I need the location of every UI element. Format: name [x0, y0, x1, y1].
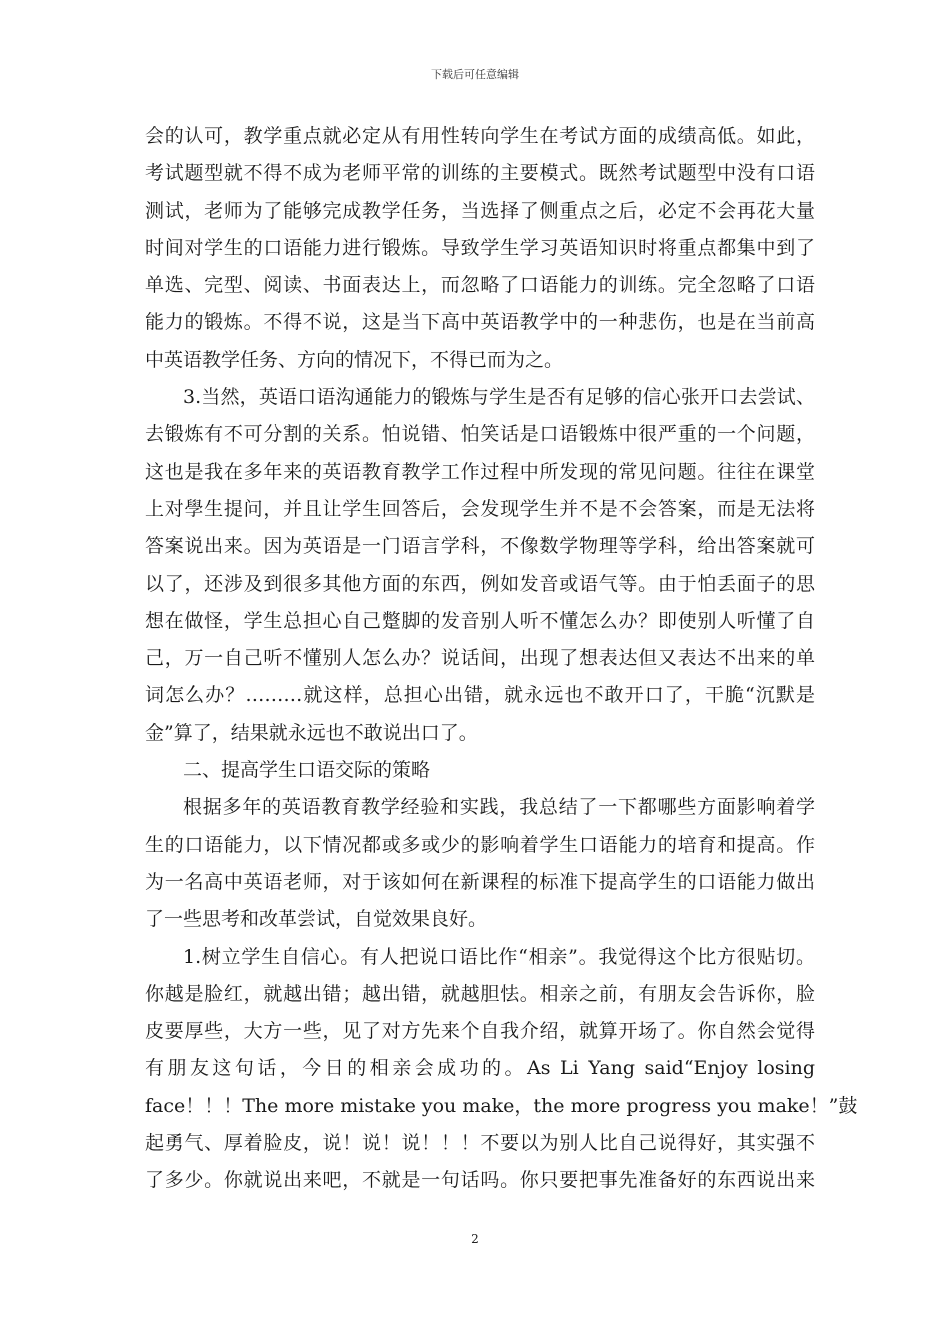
text-line: 生的口语能力，以下情况都或多或少的影响着学生口语能力的培育和提高。作	[145, 833, 815, 856]
text-line: 单选、完型、阅读、书面表达上，而忽略了口语能力的训练。完全忽略了口语	[145, 274, 815, 297]
text-line: 为一名高中英语老师，对于该如何在新课程的标准下提高学生的口语能力做出	[145, 870, 815, 893]
text-line: 上对學生提问，并且让学生回答后，会发现学生并不是不会答案，而是无法将	[145, 497, 815, 520]
text-line: 时间对学生的口语能力进行锻炼。导致学生学习英语知识时将重点都集中到了	[145, 236, 815, 259]
text-line: 考试题型就不得不成为老师平常的训练的主要模式。既然考试题型中没有口语	[145, 162, 815, 185]
page-header: 下载后可任意编辑	[431, 68, 519, 81]
text-line: 根据多年的英语教育教学经验和实践，我总结了一下都哪些方面影响着学	[183, 796, 815, 819]
text-line: 了多少。你就说出来吧，不就是一句话吗。你只要把事先准备好的东西说出来	[145, 1169, 815, 1192]
text-line: 你越是脸红，就越出错；越出错，就越胆怯。相亲之前，有朋友会告诉你，脸	[145, 982, 815, 1005]
text-line: 以了，还涉及到很多其他方面的东西，例如发音或语气等。由于怕丢面子的思	[145, 572, 815, 595]
text-line: 中英语教学任务、方向的情况下，不得已而为之。	[145, 348, 564, 371]
text-line: 起勇气、厚着脸皮，说！说！说！！！不要以为别人比自己说得好，其实强不	[145, 1132, 815, 1155]
text-line: 皮要厚些，大方一些，见了对方先来个自我介绍，就算开场了。你自然会觉得	[145, 1020, 815, 1043]
text-line: face！！！The more mistake you make，the more progress you make！”鼓	[145, 1094, 858, 1117]
text-line: 想在做怪，学生总担心自己蹩脚的发音别人听不懂怎么办？即使别人听懂了自	[145, 609, 815, 632]
page-number: 2	[471, 1232, 479, 1246]
text-line: 二、提高学生口语交际的策略	[183, 759, 431, 782]
text-line: 有朋友这句话，今日的相亲会成功的。As Li Yang said“Enjoy losing	[145, 1057, 815, 1080]
text-line: 能力的锻炼。不得不说，这是当下高中英语教学中的一种悲伤，也是在当前高	[145, 311, 815, 334]
text-line: 答案说出来。因为英语是一门语言学科，不像数学物理等学科，给出答案就可	[145, 535, 815, 558]
body-text	[145, 118, 858, 1200]
text-line: 己，万一自己听不懂别人怎么办？说话间，出现了想表达但又表达不出来的单	[145, 647, 815, 670]
text-line: 词怎么办？………就这样，总担心出错，就永远也不敢开口了，干脆“沉默是	[145, 684, 815, 707]
text-line: 会的认可，教学重点就必定从有用性转向学生在考试方面的成绩高低。如此，	[145, 125, 815, 147]
text-line: 这也是我在多年来的英语教育教学工作过程中所发现的常见问题。往往在课堂	[145, 460, 815, 483]
text-line: 测试，老师为了能够完成教学任务，当选择了侧重点之后，必定不会再花大量	[145, 199, 815, 222]
text-line: 1.树立学生自信心。有人把说口语比作“相亲”。我觉得这个比方很贴切。	[183, 945, 815, 968]
text-line: 了一些思考和改革尝试，自觉效果良好。	[145, 908, 488, 931]
text-line: 3.当然，英语口语沟通能力的锻炼与学生是否有足够的信心张开口去尝试、	[183, 386, 815, 409]
text-line: 去锻炼有不可分割的关系。怕说错、怕笑话是口语锻炼中很严重的一个问题，	[145, 423, 815, 446]
text-line: 金”算了，结果就永远也不敢说出口了。	[145, 721, 478, 744]
